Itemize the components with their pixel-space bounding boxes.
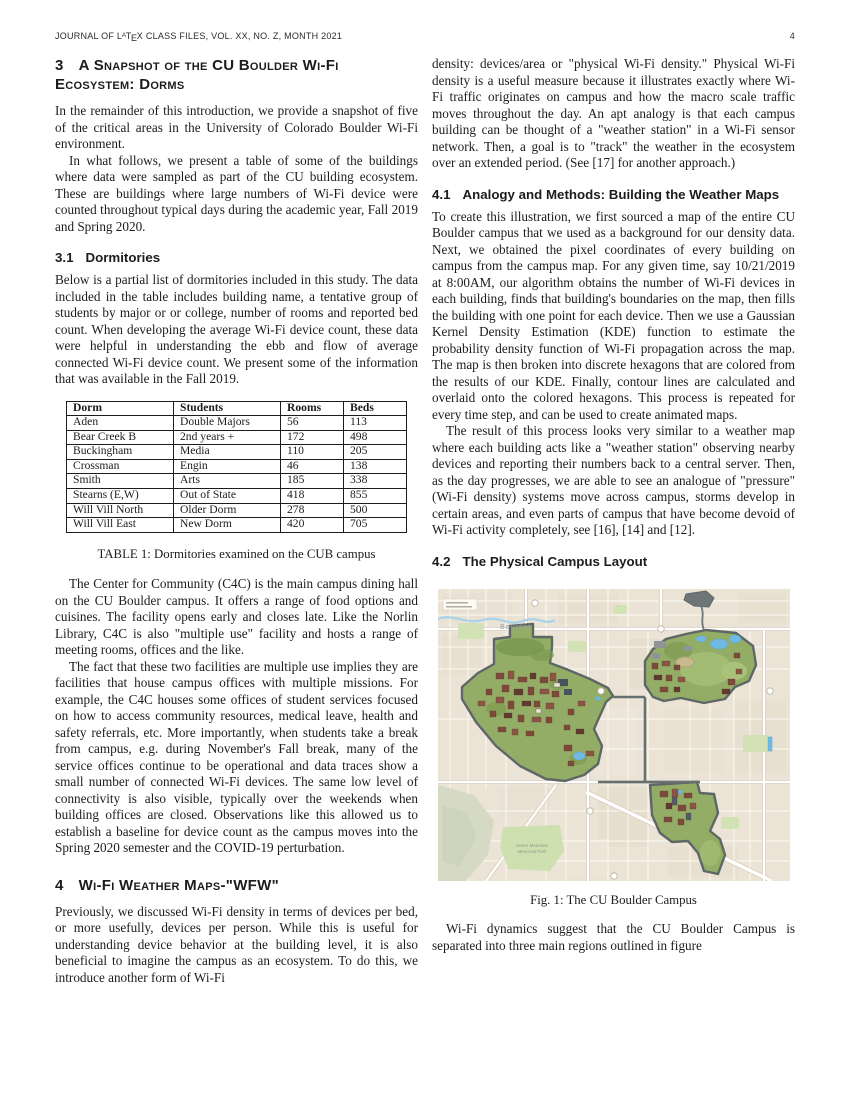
page-number: 4 [789,31,795,41]
paragraph-intro-1: In the remainder of this introduction, we provide a snapshot of five of the critical areas in the University of Colorado Boulder Wi-Fi environment. [55,103,418,151]
subsection-4-1-number: 4.1 [432,186,451,202]
subsection-4-1-heading [432,186,795,203]
map-info-box [443,599,477,610]
table-cell: Smith [67,474,174,489]
table-cell: 338 [344,474,407,489]
paragraph-weather-result: The result of this process looks very similar to a weather map where each building acts like a "weather station" observing nearby devices and reporting their numbers back to a central server. Then, as the day progresses, we are able to see an analogue of "pressure" (Wi-Fi density) systems move across campus, storms develop in certain areas, and even parts of campus that have become devoid of Wi-Fi activity completely, see [16], [14] and [12]. [432,423,795,537]
table-cell: Will Vill North [67,503,174,518]
table-cell: New Dorm [174,518,281,533]
table-cell: 498 [344,430,407,445]
paragraph-wifi-density: Previously, we discussed Wi-Fi density in terms of devices per bed, or more usefully, devices per person. While this is useful for understanding device behavior at the building level, it is also beneficial to imagine the campus as an ecosystem. To do this, we introduce another form of Wi-Fi [55,903,418,985]
table-1-caption: TABLE 1: Dormitories examined on the CUB campus [97,546,376,561]
table-cell: 705 [344,518,407,533]
section-4-number: 4 [55,876,64,894]
table-cell: 185 [281,474,344,489]
table-cell: 2nd years + [174,430,281,445]
paragraph-intro-2: In what follows, we present a table of some of the buildings where data were sampled as part of the CU building ecosystem. These are buildings where large numbers of Wi-Fi device were counted throughout typical days during the academic year, Fall 2019 and Spring 2020. [55,152,418,234]
column-left [55,56,418,986]
subsection-4-2-number: 4.2 [432,553,451,569]
table-cell: 138 [344,459,407,474]
subsection-3-1-number: 3.1 [55,250,74,265]
table-row [67,459,407,474]
column-header-dorm: Dorm [67,401,174,416]
table-row [67,503,407,518]
column-right [432,56,795,954]
table-cell: Out of State [174,489,281,504]
table-cell: 420 [281,518,344,533]
table-cell: Buckingham [67,445,174,460]
figure-1-caption: Fig. 1: The CU Boulder Campus [530,892,697,907]
map-label-boulder: Boulder [499,623,531,631]
section-3-title: A Snapshot of the CU Boulder Wi-Fi Ecosystem: Dorms [55,57,339,93]
table-cell: Bear Creek B [67,430,174,445]
table-cell: 205 [344,445,407,460]
table-cell: 855 [344,489,407,504]
paragraph-c4c: The Center for Community (C4C) is the main campus dining hall on the CU Boulder campus. It offers a range of food options and cuisines. The facility opens early and closes late. Like the Norlin Library, C4C is also "multiple use" facility and hosts a range of meeting rooms, offices and the like. [55,576,418,658]
paragraph-wifi-dynamics: Wi-Fi dynamics suggest that the CU Boulder Campus is separated into three main regions outlined in figure [432,921,795,953]
latex-logo-e: E [131,32,138,43]
table-cell: Aden [67,416,174,431]
column-header-rooms: Rooms [281,401,344,416]
subsection-4-2-heading [432,553,795,570]
table-cell: Arts [174,474,281,489]
column-header-students: Students [174,401,281,416]
table-row [67,430,407,445]
table-cell: 418 [281,489,344,504]
map-label-park-line2: Memorial Park [516,848,547,854]
dorm-table-block [55,401,418,563]
map-label-park-line1: Green Mountain [515,842,548,848]
table-cell: 56 [281,416,344,431]
section-3-number: 3 [55,57,64,74]
table-row [67,416,407,431]
section-3-heading [55,56,418,94]
table-cell: Older Dorm [174,503,281,518]
table-cell: Double Majors [174,416,281,431]
campus-map-figure [438,589,790,881]
table-cell: Stearns (E,W) [67,489,174,504]
paragraph-physical-density: density: devices/area or "physical Wi-Fi density." Physical Wi-Fi density is a useful measure because it illustrates exactly where Wi-Fi traffic originates on campus and how the macro scale traffic moves throughout the day. An apt analogy is that each campus building can be thought of a "weather station" in a Wi-Fi sensor network. Then, a goal is to "track" the weather in the ecosystem over an extended period. (See [17] for another approach.) [432,56,795,170]
paragraph-kde-method: To create this illustration, we first sourced a map of the entire CU Boulder campus that we used as a background for our density data. Next, we obtained the pixel coordinates of every building on campus from the campus map. For any given time, say 10/21/2019 at 8:00AM, our algorithm obtains the number of Wi-Fi devices in each building, finds that building's boundaries on the map, then fills the building with one point for each device. Then we use a Gaussian Kernel Density Estimation (KDE) function to estimate the probability density function of Wi-Fi propagation across the map. The map is then broken into discrete hexagons that are colored from the results of our KDE. Finally, contour lines are calculated and overlaid onto the colored hexagons. This process is repeated for every time step, and can be used to create animated maps. [432,208,795,422]
table-cell: 110 [281,445,344,460]
latex-logo-a: A [121,31,127,39]
campus-map [438,589,790,881]
section-4-title: Wi-Fi Weather Maps-"WFW" [78,876,279,894]
table-cell: Crossman [67,459,174,474]
figure-1-block [432,589,795,909]
table-cell: 46 [281,459,344,474]
subsection-3-1-title: Dormitories [85,250,161,265]
subsection-3-1-heading [55,249,418,266]
table-row [67,474,407,489]
subsection-4-1-title: Analogy and Methods: Building the Weather Maps [462,186,780,202]
journal-title: JOURNAL OF LATEX CLASS FILES, VOL. XX, NO. Z, MONTH 2021 [55,31,343,43]
dorm-table-header-row [67,401,407,416]
subsection-4-2-title: The Physical Campus Layout [462,553,648,569]
table-cell: Will Vill East [67,518,174,533]
table-cell: 113 [344,416,407,431]
table-cell: Engin [174,459,281,474]
paragraph-multiple-use: The fact that these two facilities are multiple use implies they are facilities that house campus offices with multiple missions. For example, the C4C houses some offices of student services focused on how to access community resources, medical leave, health and safety referrals, etc. More importantly, when students take a break from campus, e.g. during November's Fall break, many of the service offices continue to be operational and data traces show a small number of connected Wi-Fi devices. The same low level of connectivity is also visible, typically over the weekends when building offices are closed. Observations like this allowed us to establish a baseline for device count as the campus moves into the Spring 2020 semester and the COVID-19 perturbation. [55,658,418,856]
table-cell: 172 [281,430,344,445]
table-cell: Media [174,445,281,460]
dorm-table [66,401,407,533]
table-row [67,489,407,504]
section-4-heading [55,876,418,895]
paragraph-dormitories: Below is a partial list of dormitories included in this study. The data included in the table includes building name, a tentative group of students by major or or college, number of rooms and reported bed count. When developing the average Wi-Fi device count, these data were helpful in understanding the ebb and flow of average connected Wi-Fi device count. We present some of the information that was available in the Fall 2019. [55,272,418,386]
table-row [67,445,407,460]
column-header-beds: Beds [344,401,407,416]
table-cell: 500 [344,503,407,518]
table-cell: 278 [281,503,344,518]
running-head [55,31,795,43]
table-row [67,518,407,533]
